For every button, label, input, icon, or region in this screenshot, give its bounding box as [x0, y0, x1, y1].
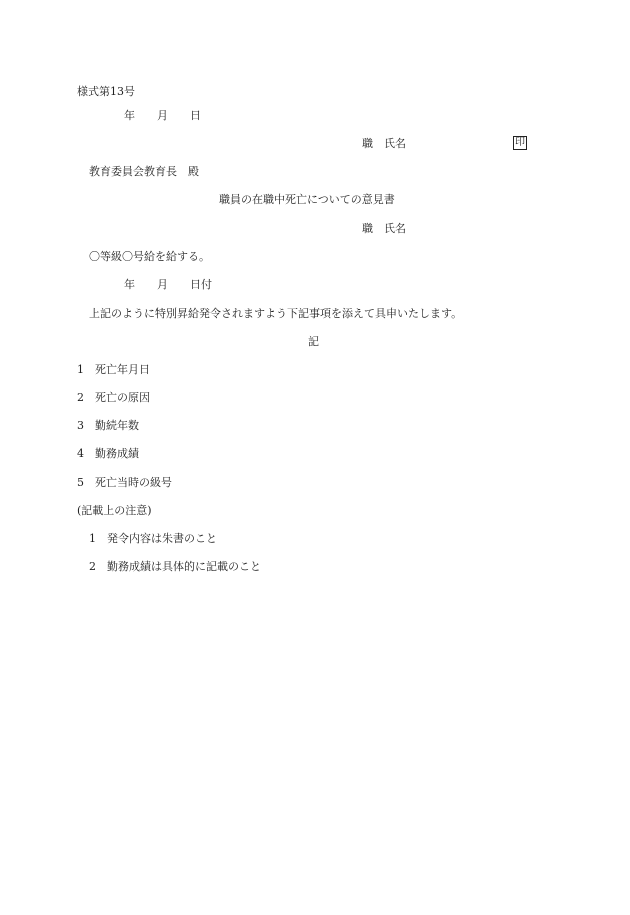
date-line: 年 月 日 [124, 109, 201, 122]
ki-heading: 記 [308, 335, 319, 348]
item-label: 死亡の原因 [95, 391, 150, 404]
note-number: 1 [89, 532, 96, 545]
seal-mark: 印 [515, 137, 525, 148]
note-text: 勤務成績は具体的に記載のこと [107, 560, 261, 573]
applicant-name-label: 職 氏名 [362, 137, 406, 150]
subject-name-label: 職 氏名 [362, 222, 406, 235]
item-label: 死亡年月日 [95, 363, 150, 376]
note-number: 2 [89, 560, 96, 573]
notes-heading: (記載上の注意) [77, 504, 152, 517]
form-number: 様式第13号 [77, 85, 135, 98]
request-text: 上記のように特別昇給発令されますよう下記事項を添えて具申いたします。 [89, 307, 463, 320]
item-number: 1 [77, 363, 84, 376]
item-number: 2 [77, 391, 84, 404]
item-label: 死亡当時の級号 [95, 476, 172, 489]
item-number: 5 [77, 476, 84, 489]
item-number: 3 [77, 419, 84, 432]
item-number: 4 [77, 447, 84, 460]
item-label: 勤務成績 [95, 447, 139, 460]
document-title: 職員の在職中死亡についての意見書 [219, 193, 395, 206]
note-text: 発令内容は朱書のこと [107, 532, 217, 545]
grade-line: 〇等級〇号給を給する。 [89, 250, 210, 263]
effective-date-line: 年 月 日付 [124, 278, 212, 291]
addressee: 教育委員会教育長 殿 [89, 165, 199, 178]
item-label: 勤続年数 [95, 419, 139, 432]
